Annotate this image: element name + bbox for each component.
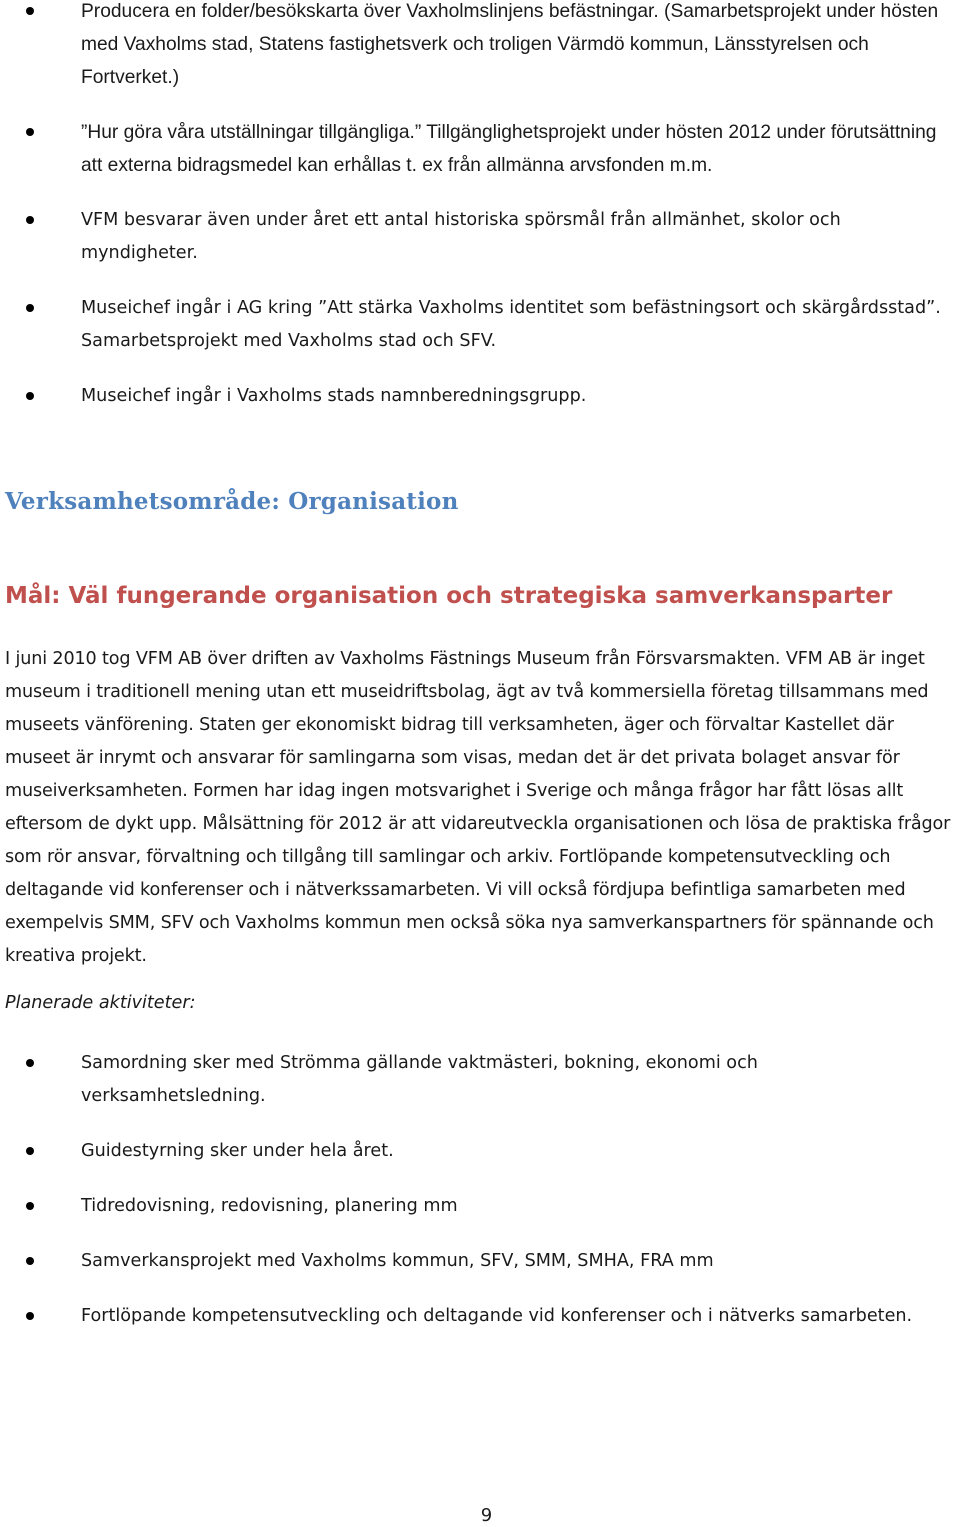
activity-list-bottom [0, 1047, 945, 1355]
section-heading: Verksamhetsområde: Organisation [5, 488, 459, 515]
list-item [0, 292, 945, 358]
bullet-icon [26, 1202, 34, 1210]
list-item [0, 1047, 945, 1113]
list-item [0, 1245, 945, 1278]
list-item [0, 1135, 945, 1168]
body-paragraph: I juni 2010 tog VFM AB över driften av Vaxholms Fästnings Museum från Försvarsmakten. VFM AB är inget museum i traditionell mening utan ett museidriftsbolag, ägt av två kommersiella företag tillsammans med museets vänförening. Staten ger ekonomiskt bidrag till verksamheten, äger och förvaltar Kastellet där museet är inrymt och ansvarar för samlingarna som visas, medan det är det privata bolaget ansvar för museiverksamheten. Formen har idag ingen motsvarighet i Sverige och många frågor har fått lösas allt eftersom de dykt upp. Målsättning för 2012 är att vidareutveckla organisationen och lösa de praktiska frågor som rör ansvar, förvaltning och tillgång till samlingar och arkiv. Fortlöpande kompetensutveckling och deltagande vid konferenser och i nätverkssamarbeten. Vi vill också fördjupa befintliga samarbeten med exempelvis SMM, SFV och Vaxholms kommun men också söka nya samverkanspartners för spännande och kreativa projekt. [5, 649, 951, 966]
activity-list-top [0, 0, 945, 413]
list-item-text: VFM besvarar även under året ett antal historiska spörsmål från allmänhet, skolor och myndigheter. [81, 210, 841, 263]
bullet-icon [26, 1059, 34, 1067]
list-item-text: Samverkansprojekt med Vaxholms kommun, SFV, SMM, SMHA, FRA mm [81, 1251, 714, 1271]
list-item [0, 0, 945, 94]
list-item [0, 380, 945, 413]
list-item-text: ”Hur göra våra utställningar tillgängliga.” Tillgänglighetsprojekt under hösten 2012 under förutsättning att externa bidragsmedel kan erhållas t. ex från allmänna arvsfonden m.m. [81, 122, 937, 176]
list-item-text: Tidredovisning, redovisning, planering mm [81, 1196, 458, 1216]
list-item-text: Museichef ingår i AG kring ”Att stärka Vaxholms identitet som befästningsort och skärgårdsstad”. Samarbetsprojekt med Vaxholms stad och SFV. [81, 298, 941, 351]
bullet-icon [26, 392, 34, 400]
list-item-text: Producera en folder/besökskarta över Vaxholmslinjens befästningar. (Samarbetsprojekt under hösten med Vaxholms stad, Statens fastighetsverk och troligen Värmdö kommun, Länsstyrelsen och Fortverket.) [81, 1, 939, 88]
list-item-text: Guidestyrning sker under hela året. [81, 1141, 394, 1161]
page-number: 9 [480, 1505, 493, 1526]
list-item-text: Fortlöpande kompetensutveckling och deltagande vid konferenser och i nätverks samarbeten. [81, 1306, 913, 1326]
bullet-icon [26, 128, 34, 136]
list-item [0, 1300, 945, 1333]
list-item [0, 1190, 945, 1223]
list-item [0, 116, 945, 182]
bullet-icon [26, 1147, 34, 1155]
bullet-icon [26, 7, 34, 15]
bullet-icon [26, 1257, 34, 1265]
bullet-icon [26, 216, 34, 224]
list-item-text: Samordning sker med Strömma gällande vaktmästeri, bokning, ekonomi och verksamhetsledning. [81, 1053, 758, 1106]
planned-activities-label: Planerade aktiviteter: [5, 993, 196, 1013]
bullet-icon [26, 304, 34, 312]
goal-heading: Mål: Väl fungerande organisation och strategiska samverkansparter [5, 583, 893, 609]
list-item-text: Museichef ingår i Vaxholms stads namnberedningsgrupp. [81, 386, 587, 406]
bullet-icon [26, 1312, 34, 1320]
list-item [0, 204, 945, 270]
